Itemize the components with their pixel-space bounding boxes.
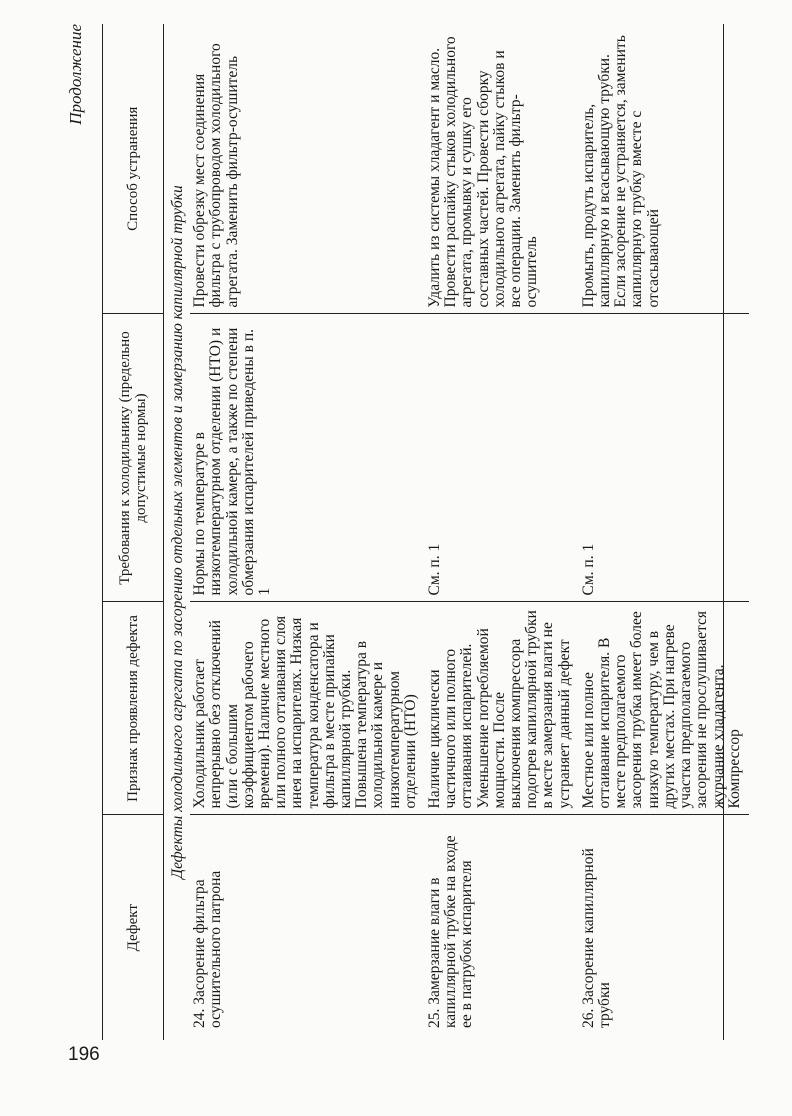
table-row bbox=[425, 24, 579, 1040]
row-25-requirements: См. п. 1 bbox=[425, 314, 579, 602]
row-25-symptom: Наличие циклически частичного или полного оттаивания испарителей. Уменьшение потребляемой мощности. После выключения компрессора подогрев капиллярной трубки в месте замерзания влаги не устраняет данный дефект bbox=[425, 602, 579, 815]
table-row bbox=[190, 24, 425, 1040]
row-24-symptom: Холодильник работает непрерывно без отключений (или с большим коэффициентом рабочего времени). Наличие местного или полного оттаивания слоя инея на испарителях. Низкая температура конденсатора и фильтра в месте припайки капиллярной трубки. Повышена температура в холодильной камере и низкотемпературном отделении (НТО) bbox=[190, 602, 425, 815]
row-25-remedy: Удалить из системы хладагент и масло. Провести распайку стыков холодильного агрегата, промывку и сушку его составных частей. Провести сборку холодильного агрегата, пайку стыков и все операции. Заменить фильтр-осушитель bbox=[425, 24, 579, 314]
defects-table-frame bbox=[102, 24, 743, 1040]
row-24-remedy: Провести обрезку мест соединения фильтра с трубопроводом холодильного агрегата. Заменить фильтр-осушитель bbox=[190, 24, 425, 314]
row-25-defect: 25. Замерзание влаги в капиллярной трубке на входе ее в патрубок испарителя bbox=[426, 835, 476, 1028]
header-requirements: Требования к холодильнику (предельно допустимые нормы) bbox=[103, 314, 164, 602]
defects-table bbox=[103, 24, 749, 1040]
section-row bbox=[164, 24, 191, 1040]
row-26-remedy: Промыть, продуть испаритель, капиллярную и всасывающую трубки. Если засорение не устраняется, заменить капиллярную трубку вместе с отсасывающей bbox=[579, 24, 749, 314]
row-26-symptom: Местное или полное оттаивание испарителя. В месте предполагаемого засорения трубка имеет более низкую температуру, чем в других местах. При нагреве участка предполагаемого засорения не прослушивается журчание хладагента. Компрессор bbox=[579, 602, 749, 815]
continuation-label: Продолжение bbox=[66, 24, 85, 125]
row-24-requirements: Нормы по температуре в низкотемпературном отделении (НТО) и холодильной камере, а также по степени обмерзания испарителей приведены в п. 1 bbox=[190, 314, 425, 602]
table-header-row bbox=[103, 24, 164, 1040]
section-title: Дефекты холодильного агрегата по засорению отдельных элементов и замерзанию капиллярной трубки bbox=[169, 185, 186, 879]
row-24-defect: 24. Засорение фильтра осушительного патрона bbox=[191, 870, 225, 1028]
row-26-defect: 26. Засорение капиллярной трубки bbox=[579, 848, 614, 1028]
table-row bbox=[579, 24, 749, 1040]
page-number: 196 bbox=[68, 1044, 100, 1065]
row-26-requirements: См. п. 1 bbox=[579, 314, 749, 602]
rotated-content bbox=[60, 24, 768, 1040]
header-symptom: Признак проявления дефекта bbox=[103, 602, 164, 815]
header-remedy: Способ устранения bbox=[103, 24, 164, 314]
header-defect: Дефект bbox=[103, 815, 164, 1040]
